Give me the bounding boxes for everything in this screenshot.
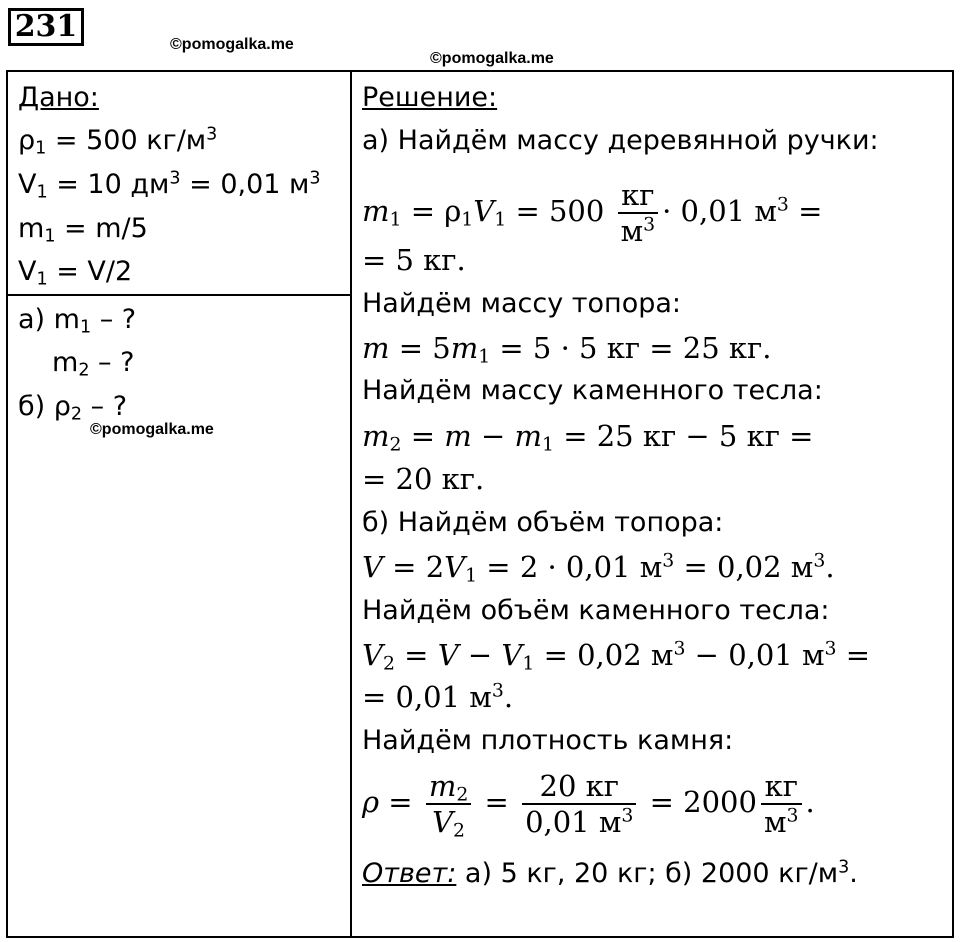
equation-v: $V = 2V_1 = 2 \cdot 0,01$ $м^3 = 0,02$ $м^3$. <box>362 550 835 587</box>
answer-label: Ответ: <box>362 858 457 889</box>
equation-m1-result: = 5 кг. <box>362 243 466 277</box>
step-a-heading: а) Найдём массу деревянной ручки: <box>362 125 879 156</box>
equation-m2: $m_2 = m - m_1 = 25$ кг − 5 кг = <box>362 419 814 456</box>
find-line: а) $m_1$ – ? <box>18 304 137 338</box>
column-divider <box>350 70 352 938</box>
equation-m2-result: = 20 кг. <box>362 462 485 496</box>
watermark: ©pomogalka.me <box>170 36 294 53</box>
equation-m1: $m_1 = \rho_1V_1 = 500$ $\frac{кг}{м^3}$ · 0,01 $м^3$ = <box>362 178 823 248</box>
given-line: $V_1 = 10$ $дм^3 = 0,01$ $м^3$ <box>18 168 321 203</box>
given-find-divider <box>6 294 352 296</box>
find-line: $m_2$ – ? <box>52 347 135 381</box>
given-line: $m_1 = m/5$ <box>18 213 148 247</box>
given-line: $V_1 = V/2$ <box>18 256 133 290</box>
given-line: $\rho_1 = 500$ $кг/м^3$ <box>18 124 218 159</box>
watermark: ©pomogalka.me <box>90 421 214 438</box>
answer-line: Ответ: а) 5 кг, 20 кг; б) 2000 $кг/м^3$. <box>362 857 858 889</box>
equation-v2: $V_2 = V - V_1 = 0,02$ $м^3 - 0,01$ $м^3$ = <box>362 638 871 675</box>
step-b-heading: б) Найдём объём топора: <box>362 507 724 538</box>
given-title: Дано: <box>18 82 99 113</box>
watermark: ©pomogalka.me <box>430 50 554 67</box>
equation-rho: ρ = $\frac{m_2}{V_2}$ = $\frac{20 кг}{0,01 м^3}$ = 2000 $\frac{кг}{м^3}$ . <box>362 769 815 842</box>
find-line: б) $\rho_2$ – ? <box>18 391 128 425</box>
axe-mass-heading: Найдём массу топора: <box>362 288 681 319</box>
equation-m: $m = 5m_1 = 5 \cdot 5$ кг = 25 кг. <box>362 331 772 368</box>
stone-mass-heading: Найдём массу каменного тесла: <box>362 375 823 406</box>
problem-number: 231 <box>8 8 84 46</box>
density-heading: Найдём плотность камня: <box>362 725 734 756</box>
solution-title: Решение: <box>362 82 498 113</box>
stone-volume-heading: Найдём объём каменного тесла: <box>362 595 830 626</box>
equation-v2-result: = 0,01 $м^3$. <box>362 680 514 714</box>
